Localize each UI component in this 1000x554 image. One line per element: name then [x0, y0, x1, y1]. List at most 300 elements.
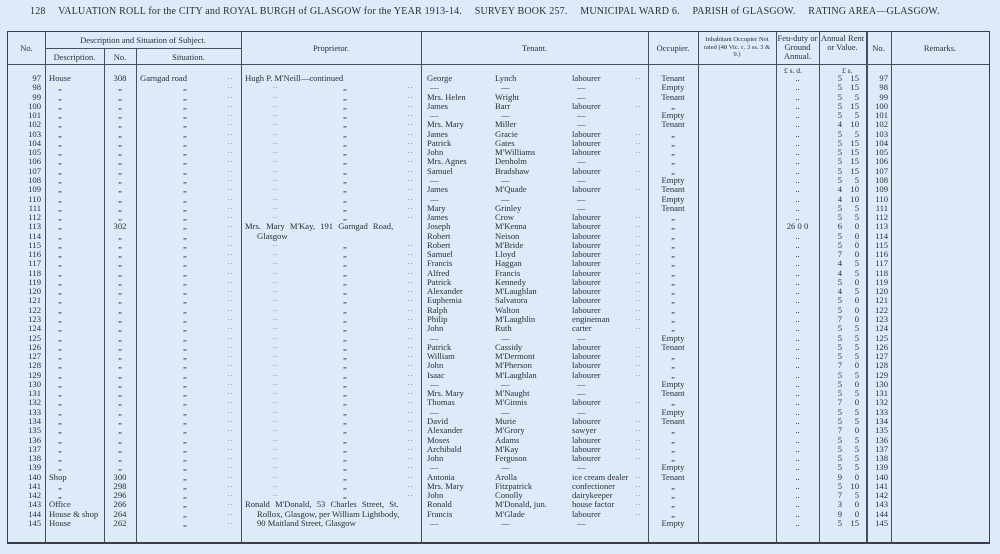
street-number: „ [118, 193, 122, 204]
dots: . . [273, 455, 278, 462]
situation: „ [183, 314, 187, 325]
dots: . . [636, 455, 641, 462]
dots: . . [228, 482, 233, 489]
street-number: „ [118, 378, 122, 389]
street-number: „ [118, 453, 122, 464]
row-number: 130 [28, 378, 41, 389]
occupation: labourer [572, 165, 601, 176]
rent-shillings: 15 [850, 137, 859, 148]
tenant-surname: M'Dermont [495, 351, 535, 362]
street-number: „ [118, 100, 122, 111]
dots: . . [408, 102, 413, 109]
street-number: „ [118, 249, 122, 260]
description: „ [58, 91, 62, 102]
dots: . . [636, 260, 641, 267]
row-number: 109 [28, 184, 41, 195]
description: „ [58, 110, 62, 121]
dots: . . [228, 380, 233, 387]
tenant-first-name: Joseph [427, 221, 451, 232]
dots: . . [408, 316, 413, 323]
description: „ [58, 137, 62, 148]
occupier: „ [671, 286, 675, 297]
dots: . . [273, 316, 278, 323]
row-number-right: 141 [875, 480, 888, 491]
description: „ [58, 147, 62, 158]
rent-pounds: 5 [837, 388, 842, 399]
occupier: „ [671, 165, 675, 176]
rent-shillings: 0 [854, 397, 859, 408]
tenant-first-name: John [427, 147, 444, 158]
occupier: „ [671, 480, 675, 491]
row-number: 111 [28, 202, 41, 213]
row-number: 105 [28, 147, 41, 158]
description: „ [58, 165, 62, 176]
row-number: 133 [28, 406, 41, 417]
roll-title: VALUATION ROLL for the CITY and ROYAL BURGH of GLASGOW for the YEAR 1913-14. [58, 6, 463, 17]
feu-duty: .. [795, 471, 800, 482]
occupier: „ [671, 499, 675, 510]
dots: . . [273, 288, 278, 295]
row-number: 136 [28, 434, 41, 445]
situation: „ [183, 110, 187, 121]
dots: . . [408, 167, 413, 174]
street-number: „ [118, 323, 122, 334]
dots: . . [273, 93, 278, 100]
tenant-surname: Haggan [495, 258, 522, 269]
street-number: „ [118, 406, 122, 417]
tenant-surname: M'Ginnis [495, 397, 528, 408]
row-number-right: 133 [875, 406, 888, 417]
dots: . . [273, 84, 278, 91]
occupier: „ [671, 147, 675, 158]
rent-pounds: 7 [837, 360, 842, 371]
rent-pounds: 5 [837, 239, 842, 250]
dots: . . [228, 353, 233, 360]
row-number-right: 103 [875, 128, 888, 139]
feu-duty: .. [795, 230, 800, 241]
dots: . . [228, 232, 233, 239]
row-number: 129 [28, 369, 41, 380]
rent-pounds: 7 [837, 314, 842, 325]
dots: . . [273, 167, 278, 174]
rent-shillings: 0 [854, 239, 859, 250]
feu-duty: .. [795, 156, 800, 167]
rent-shillings: 5 [854, 286, 859, 297]
dots: . . [408, 445, 413, 452]
situation: „ [183, 156, 187, 167]
dots: . . [636, 482, 641, 489]
situation: „ [183, 443, 187, 454]
rent-pounds: 4 [837, 184, 842, 195]
situation: „ [183, 517, 187, 528]
tenant-surname: Lloyd [495, 249, 516, 260]
description: „ [58, 128, 62, 139]
row-number-right: 128 [875, 360, 888, 371]
proprietor: „ [343, 156, 347, 167]
rent-shillings: 5 [854, 110, 859, 121]
rent-pounds: 5 [837, 462, 842, 473]
row-number: 110 [28, 193, 41, 204]
proprietor: „ [343, 82, 347, 93]
occupier: „ [671, 239, 675, 250]
row-number-right: 127 [875, 351, 888, 362]
tenant-first-name: Patrick [427, 276, 452, 287]
row-number: 127 [28, 351, 41, 362]
description: „ [58, 212, 62, 223]
tenant-surname: — [501, 174, 510, 185]
row-number: 144 [28, 508, 41, 519]
row-number-right: 115 [875, 239, 888, 250]
row-number-right: 113 [875, 221, 888, 232]
situation: „ [183, 397, 187, 408]
rent-pounds: 7 [837, 249, 842, 260]
col-remarks: Remarks. [923, 43, 957, 53]
occupation: — [577, 517, 586, 528]
row-number: 98 [32, 82, 41, 93]
tenant-first-name: — [430, 110, 439, 121]
row-number: 116 [28, 249, 41, 260]
dots: . . [228, 149, 233, 156]
proprietor: „ [343, 91, 347, 102]
row-number-right: 126 [875, 341, 888, 352]
street-number: 296 [113, 490, 127, 501]
proprietor: „ [343, 453, 347, 464]
dots: . . [273, 492, 278, 499]
proprietor: „ [343, 406, 347, 417]
dots: . . [273, 186, 278, 193]
occupier: Tenant [661, 73, 685, 83]
occupation: labourer [572, 360, 601, 371]
dots: . . [273, 353, 278, 360]
occupation: labourer [572, 147, 601, 158]
situation: „ [183, 369, 187, 380]
feu-duty: .. [795, 119, 800, 130]
street-number: „ [118, 276, 122, 287]
situation: „ [183, 425, 187, 436]
dots: . . [636, 473, 641, 480]
row-number-right: 105 [875, 147, 888, 158]
proprietor: „ [343, 174, 347, 185]
proprietor: „ [343, 295, 347, 306]
row-number: 135 [28, 425, 41, 436]
row-number: 121 [28, 295, 41, 306]
dots: . . [273, 380, 278, 387]
rent-pounds: 5 [837, 406, 842, 417]
occupation: labourer [572, 397, 601, 408]
street-number: „ [118, 360, 122, 371]
occupation: labourer [572, 453, 601, 464]
row-number-right: 111 [875, 202, 888, 213]
tenant-first-name: John [427, 323, 444, 334]
dots: . . [408, 278, 413, 285]
row-number-right: 98 [879, 82, 888, 93]
description: „ [58, 490, 62, 501]
proprietor: „ [343, 212, 347, 223]
occupier: Tenant [661, 341, 685, 352]
dots: . . [228, 214, 233, 221]
situation: „ [183, 499, 187, 510]
occupation: labourer [572, 100, 601, 111]
proprietor: „ [343, 239, 347, 250]
col-desc-group: Description and Situation of Subject. [80, 35, 206, 45]
row-number-right: 136 [875, 434, 888, 445]
occupation: — [577, 462, 586, 473]
proprietor: „ [343, 397, 347, 408]
tenant-first-name: Samuel [427, 165, 453, 176]
rent-shillings: 5 [854, 212, 859, 223]
occupation: labourer [572, 443, 601, 454]
dots: . . [228, 112, 233, 119]
description: „ [58, 119, 62, 130]
page-number: 128 [30, 6, 46, 17]
dots: . . [228, 195, 233, 202]
dots: . . [228, 260, 233, 267]
rent-shillings: 5 [854, 267, 859, 278]
occupation: labourer [572, 230, 601, 241]
tenant-surname: Francis [495, 267, 521, 278]
row-number: 137 [28, 443, 41, 454]
dots: . . [273, 251, 278, 258]
dots: . . [408, 214, 413, 221]
row-number-right: 135 [875, 425, 888, 436]
proprietor: „ [343, 100, 347, 111]
description: „ [58, 249, 62, 260]
dots: . . [636, 492, 641, 499]
feu-units: £ s. d. [784, 66, 802, 75]
situation: „ [183, 212, 187, 223]
tenant-surname: Barr [495, 100, 511, 111]
row-number: 145 [28, 517, 41, 528]
row-number-right: 138 [875, 453, 888, 464]
rent-shillings: 10 [850, 193, 859, 204]
occupation: labourer [572, 434, 601, 445]
rent-pounds: 5 [837, 351, 842, 362]
dots: . . [636, 223, 641, 230]
dots: . . [408, 112, 413, 119]
tenant-first-name: Robert [427, 239, 451, 250]
feu-duty: .. [795, 276, 800, 287]
occupier: Tenant [661, 415, 685, 426]
feu-duty: .. [795, 341, 800, 352]
street-number: „ [118, 341, 122, 352]
street-number: 262 [113, 517, 127, 528]
row-number-right: 108 [875, 174, 888, 185]
tenant-first-name: Mrs. Mary [427, 388, 464, 399]
dots: . . [228, 390, 233, 397]
tenant-first-name: James [427, 184, 449, 195]
situation: „ [183, 100, 187, 111]
street-number: 300 [113, 471, 127, 482]
occupation: labourer [572, 351, 601, 362]
feu-duty: .. [795, 147, 800, 158]
tenant-first-name: Euphemia [427, 295, 462, 306]
dots: . . [228, 492, 233, 499]
tenant-surname: M'Quade [495, 184, 527, 195]
proprietor: „ [343, 193, 347, 204]
occupation: engineman [572, 314, 610, 325]
rent-pounds: 5 [837, 91, 842, 102]
rent-shillings: 5 [854, 128, 859, 139]
row-number: 97 [32, 73, 41, 83]
feu-duty: .. [795, 332, 800, 343]
tenant-surname: Neison [495, 230, 520, 241]
street-number: „ [118, 119, 122, 130]
feu-duty: .. [795, 239, 800, 250]
street-number: 308 [113, 73, 127, 83]
rent-pounds: 5 [837, 110, 842, 121]
occupation: labourer [572, 267, 601, 278]
street-number: „ [118, 174, 122, 185]
proprietor: Hugh P. M'Neill—continued [245, 73, 344, 83]
feu-duty: .. [795, 351, 800, 362]
dots: . . [408, 417, 413, 424]
tenant-first-name: Antonia [427, 471, 455, 482]
dots: . . [636, 149, 641, 156]
rent-pounds: 5 [837, 202, 842, 213]
rent-pounds: 5 [837, 517, 842, 528]
row-number: 107 [28, 165, 41, 176]
rent-pounds: 7 [837, 425, 842, 436]
row-number-right: 145 [875, 517, 888, 528]
proprietor: „ [343, 258, 347, 269]
feu-duty: .. [795, 462, 800, 473]
proprietor: „ [343, 276, 347, 287]
dots: . . [228, 269, 233, 276]
description: „ [58, 295, 62, 306]
row-number: 138 [28, 453, 41, 464]
street-number: „ [118, 314, 122, 325]
tenant-surname: Denholm [495, 156, 527, 167]
dots: . . [408, 473, 413, 480]
col-annual-rent: Annual Rent or Value. [820, 33, 865, 52]
dots: . . [228, 473, 233, 480]
tenant-first-name: Ralph [427, 304, 448, 315]
row-number-right: 112 [875, 212, 888, 223]
row-number-right: 116 [875, 249, 888, 260]
dots: . . [273, 334, 278, 341]
description: „ [58, 462, 62, 473]
tenant-first-name: James [427, 128, 449, 139]
occupier: Empty [661, 517, 685, 528]
proprietor: „ [343, 369, 347, 380]
feu-duty: .. [795, 388, 800, 399]
dots: . . [408, 464, 413, 471]
situation: „ [183, 341, 187, 352]
street-number: „ [118, 295, 122, 306]
proprietor: „ [343, 443, 347, 454]
dots: . . [408, 427, 413, 434]
proprietor: „ [343, 490, 347, 501]
proprietor: „ [343, 304, 347, 315]
street-number: „ [118, 212, 122, 223]
dots: . . [273, 408, 278, 415]
dots: . . [273, 121, 278, 128]
occupation: — [577, 174, 586, 185]
street-number: „ [118, 415, 122, 426]
rent-shillings: 5 [854, 258, 859, 269]
occupier: „ [671, 360, 675, 371]
occupier: „ [671, 100, 675, 111]
valuation-table [7, 31, 990, 544]
situation: „ [183, 406, 187, 417]
occupation: — [577, 202, 586, 213]
tenant-surname: Gates [495, 137, 515, 148]
dots: . . [408, 241, 413, 248]
description: „ [58, 360, 62, 371]
situation: „ [183, 258, 187, 269]
street-number: „ [118, 165, 122, 176]
occupation: — [577, 156, 586, 167]
dots: . . [228, 158, 233, 165]
occupation: dairykeeper [572, 490, 613, 501]
tenant-surname: Ferguson [495, 453, 527, 464]
row-number-right: 100 [875, 100, 888, 111]
street-number: „ [118, 128, 122, 139]
feu-duty: .. [795, 304, 800, 315]
rent-shillings: 5 [854, 332, 859, 343]
rent-pounds: 5 [837, 156, 842, 167]
tenant-first-name: John [427, 360, 444, 371]
tenant-first-name: Patrick [427, 341, 452, 352]
row-number-right: 143 [875, 499, 888, 510]
situation: „ [183, 174, 187, 185]
dots: . . [228, 176, 233, 183]
dots: . . [636, 510, 641, 517]
row-number-right: 118 [875, 267, 888, 278]
row-number-right: 107 [875, 165, 888, 176]
feu-duty: .. [795, 397, 800, 408]
tenant-first-name: John [427, 490, 444, 501]
feu-duty: .. [795, 499, 800, 510]
occupier: „ [671, 314, 675, 325]
situation: „ [183, 249, 187, 260]
dots: . . [408, 130, 413, 137]
row-number: 108 [28, 174, 41, 185]
rent-pounds: 5 [837, 100, 842, 111]
rent-shillings: 5 [854, 388, 859, 399]
proprietor: „ [343, 434, 347, 445]
dots: . . [273, 260, 278, 267]
tenant-first-name: Patrick [427, 137, 452, 148]
situation: „ [183, 137, 187, 148]
dots: . . [636, 130, 641, 137]
dots: . . [408, 204, 413, 211]
rent-shillings: 5 [854, 490, 859, 501]
tenant-surname: M'Glade [495, 508, 525, 519]
situation: „ [183, 221, 187, 232]
feu-duty: .. [795, 434, 800, 445]
situation: „ [183, 202, 187, 213]
tenant-surname: Miller [495, 119, 517, 130]
row-number: 131 [28, 388, 41, 399]
row-number: 125 [28, 332, 41, 343]
rent-pounds: 5 [837, 341, 842, 352]
tenant-first-name: Thomas [427, 397, 455, 408]
row-number: 142 [28, 490, 41, 501]
description: House & shop [49, 508, 99, 519]
feu-duty: .. [795, 453, 800, 464]
occupation: labourer [572, 276, 601, 287]
tenant-surname: M'Kay [495, 443, 519, 454]
occupier: „ [671, 351, 675, 362]
feu-duty: .. [795, 212, 800, 223]
dots: . . [273, 464, 278, 471]
rent-shillings: 5 [854, 434, 859, 445]
street-number: „ [118, 184, 122, 195]
occupation: labourer [572, 258, 601, 269]
proprietor: „ [343, 314, 347, 325]
rent-shillings: 5 [854, 351, 859, 362]
